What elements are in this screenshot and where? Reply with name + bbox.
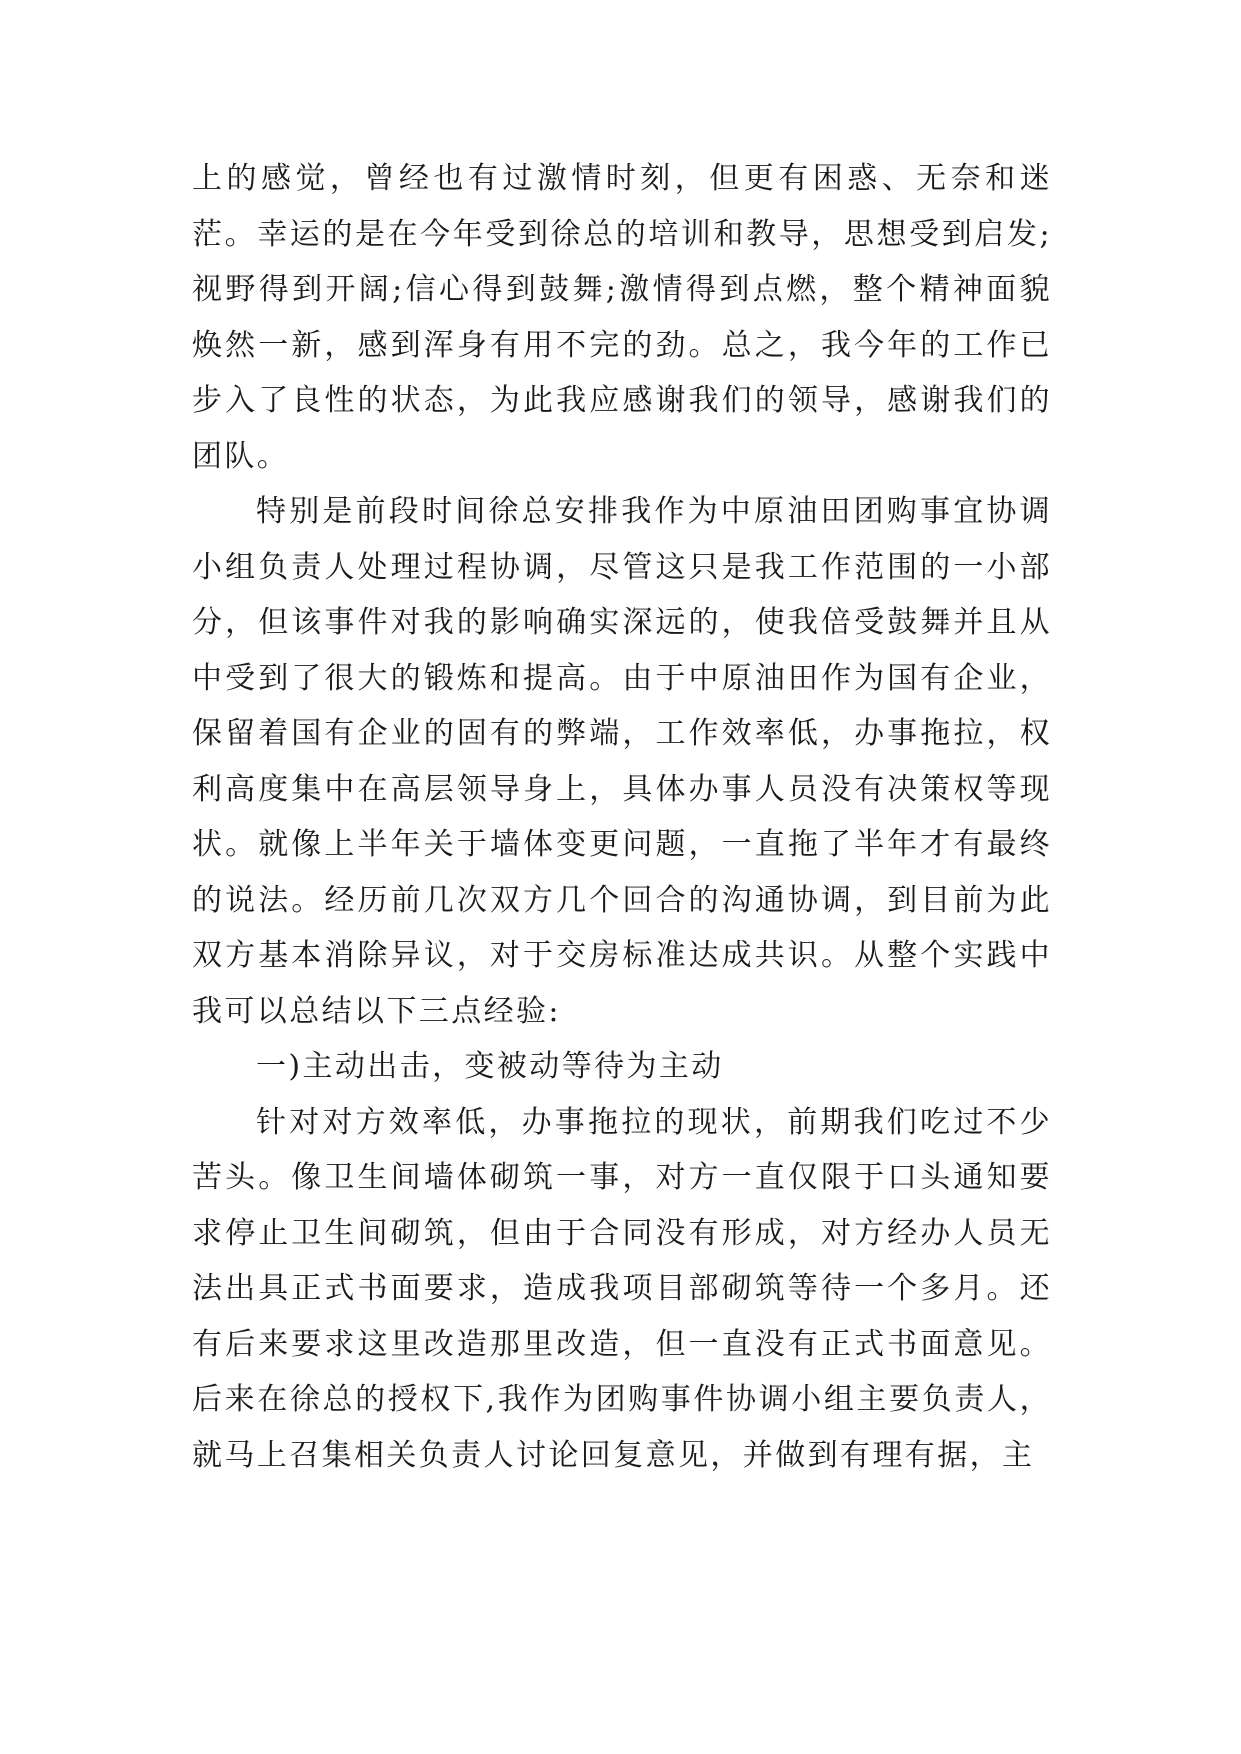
paragraph-1: 上的感觉，曾经也有过激情时刻，但更有困惑、无奈和迷茫。幸运的是在今年受到徐总的培训和教导，思想受到启发;视野得到开阔;信心得到鼓舞;激情得到点燃，整个精神面貌焕然一新，感到浑身有用不完的劲。总之，我今年的工作已步入了良性的状态，为此我应感谢我们的领导，感谢我们的团队。 — [192, 161, 1052, 474]
section-heading: 一)主动出击，变被动等待为主动 — [256, 1049, 724, 1084]
paragraph-3: 针对对方效率低，办事拖拉的现状，前期我们吃过不少苦头。像卫生间墙体砌筑一事，对方一直仅限于口头通知要求停止卫生间砌筑，但由于合同没有形成，对方经办人员无法出具正式书面要求，造成我项目部砌筑等待一个多月。还有后来要求这里改造那里改造，但一直没有正式书面意见。后来在徐总的授权下,我作为团购事件协调小组主要负责人，就马上召集相关负责人讨论回复意见，并做到有理有据，主 — [192, 1104, 1052, 1473]
document-body — [192, 151, 1052, 1483]
paragraph-2: 特别是前段时间徐总安排我作为中原油田团购事宜协调小组负责人处理过程协调，尽管这只是我工作范围的一小部分，但该事件对我的影响确实深远的，使我倍受鼓舞并且从中受到了很大的锻炼和提高。由于中原油田作为国有企业，保留着国有企业的固有的弊端，工作效率低，办事拖拉，权利高度集中在高层领导身上，具体办事人员没有决策权等现状。就像上半年关于墙体变更问题，一直拖了半年才有最终的说法。经历前几次双方几个回合的沟通协调，到目前为此双方基本消除异议，对于交房标准达成共识。从整个实践中我可以总结以下三点经验: — [192, 494, 1052, 1029]
